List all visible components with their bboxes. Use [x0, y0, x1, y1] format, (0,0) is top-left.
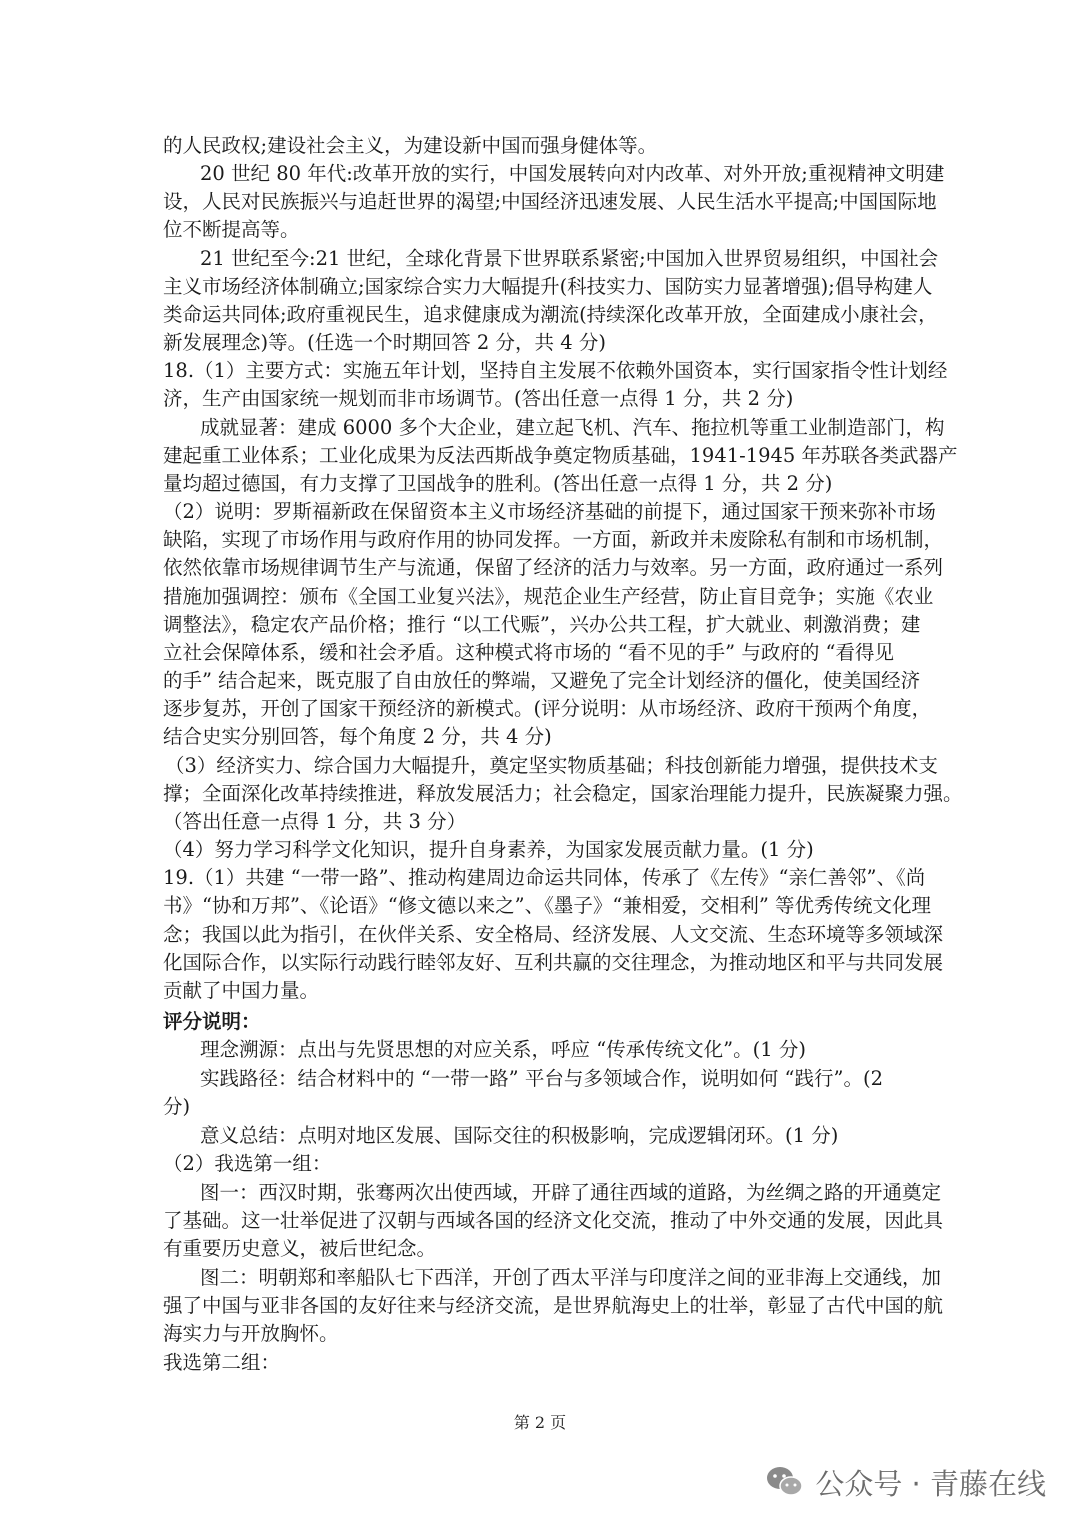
text-line: 主义市场经济体制确立;国家综合实力大幅提升(科技实力、国防实力显著增强);倡导构建人 — [163, 275, 933, 298]
text-line: （3）经济实力、综合国力大幅提升，奠定坚实物质基础；科技创新能力增强，提供技术支 — [165, 754, 938, 777]
text-line: 缺陷，实现了市场作用与政府作用的协同发挥。一方面，新政并未废除私有制和市场机制， — [163, 528, 944, 551]
text-line: （4）努力学习科学文化知识，提升自身素养，为国家发展贡献力量。(1 分) — [163, 838, 814, 861]
text-line: 意义总结：点明对地区发展、国际交往的积极影响，完成逻辑闭环。(1 分) — [200, 1124, 839, 1147]
text-line: 措施加强调控：颁布《全国工业复兴法》，规范企业生产经营，防止盲目竞争；实施《农业 — [163, 585, 934, 608]
text-line: 的手” 结合起来，既克服了自由放任的弊端，又避免了完全计划经济的僵化，使美国经济 — [163, 669, 921, 692]
text-line: 的人民政权;建设社会主义，为建设新中国而强身健体等。 — [163, 134, 658, 157]
text-line: 念；我国以此为指引，在伙伴关系、安全格局、经济发展、人文交流、生态环境等多领域深 — [163, 923, 944, 946]
page-number: 第 2 页 — [513, 1413, 567, 1432]
text-line: 位不断提高等。 — [163, 218, 300, 241]
text-line: 实践路径：结合材料中的 “一带一路” 平台与多领域合作，说明如何 “践行”。(2 — [200, 1067, 883, 1090]
text-line: 成就显著：建成 6000 多个大企业，建立起飞机、汽车、拖拉机等重工业制造部门，构 — [200, 416, 945, 439]
text-line: 我选第二组： — [163, 1351, 281, 1374]
text-line: 分) — [163, 1095, 191, 1118]
text-line: 设，人民对民族振兴与追赶世界的渴望;中国经济迅速发展、人民生活水平提高;中国国际地 — [163, 190, 937, 213]
text-line: 新发展理念)等。(任选一个时期回答 2 分，共 4 分) — [163, 331, 606, 354]
text-line: （2）我选第一组： — [163, 1152, 332, 1175]
watermark — [765, 1462, 1046, 1502]
text-line: 撑；全面深化改革持续推进，释放发展活力；社会稳定，国家治理能力提升，民族凝聚力强。 — [163, 782, 963, 805]
text-line: 书》“协和万邦”、《论语》“修文德以来之”、《墨子》“兼相爱，交相利” 等优秀传统文化理 — [163, 894, 932, 917]
text-line: 21 世纪至今:21 世纪，全球化背景下世界联系紧密;中国加入世界贸易组织，中国社会 — [200, 247, 939, 270]
text-line: 立社会保障体系，缓和社会矛盾。这种模式将市场的 “看不见的手” 与政府的 “看得见 — [163, 641, 895, 664]
text-line: 建起重工业体系；工业化成果为反法西斯战争奠定物质基础，1941-1945 年苏联各类武器产 — [163, 444, 958, 467]
text-line: 海实力与开放胸怀。 — [163, 1322, 339, 1345]
section-heading: 评分说明： — [163, 1010, 261, 1033]
text-line: 化国际合作，以实际行动践行睦邻友好、互利共赢的交往理念，为推动地区和平与共同发展 — [163, 951, 944, 974]
text-line: 结合史实分别回答，每个角度 2 分，共 4 分) — [163, 725, 552, 748]
text-line: 理念溯源：点出与先贤思想的对应关系，呼应 “传承传统文化”。(1 分) — [200, 1038, 806, 1061]
text-line: 图二：明朝郑和率船队七下西洋，开创了西太平洋与印度洋之间的亚非海上交通线，加 — [200, 1266, 942, 1289]
text-line: 类命运共同体;政府重视民生，追求健康成为潮流(持续深化改革开放，全面建成小康社会， — [163, 303, 938, 326]
text-line: 强了中国与亚非各国的友好往来与经济交流，是世界航海史上的壮举，彰显了古代中国的航 — [163, 1294, 944, 1317]
text-line: 贡献了中国力量。 — [163, 979, 320, 1002]
watermark-text: 公众号 · 青藤在线 — [815, 1466, 1046, 1501]
text-line: 18.（1）主要方式：实施五年计划，坚持自主发展不依赖外国资本，实行国家指令性计划经 — [163, 359, 948, 382]
text-line: （2）说明：罗斯福新政在保留资本主义市场经济基础的前提下，通过国家干预来弥补市场 — [163, 500, 936, 523]
text-line: 19.（1）共建 “一带一路”、推动构建周边命运共同体，传承了《左传》“亲仁善邻”、《尚 — [163, 866, 926, 889]
wechat-icon — [765, 1464, 805, 1500]
text-line: 了基础。这一壮举促进了汉朝与西域各国的经济文化交流，推动了中外交通的发展，因此具 — [163, 1209, 944, 1232]
text-line: 20 世纪 80 年代:改革开放的实行，中国发展转向对内改革、对外开放;重视精神文明建 — [200, 162, 945, 185]
text-line: 调整法》，稳定农产品价格；推行 “以工代赈”，兴办公共工程，扩大就业、刺激消费；建 — [163, 613, 921, 636]
text-line: （答出任意一点得 1 分，共 3 分） — [163, 810, 467, 833]
text-line: 济，生产由国家统一规划而非市场调节。(答出任意一点得 1 分，共 2 分) — [163, 387, 794, 410]
text-line: 逐步复苏，开创了国家干预经济的新模式。(评分说明：从市场经济、政府干预两个角度， — [163, 697, 932, 720]
text-line: 有重要历史意义，被后世纪念。 — [163, 1237, 437, 1260]
text-line: 量均超过德国，有力支撑了卫国战争的胜利。(答出任意一点得 1 分，共 2 分) — [163, 472, 833, 495]
text-line: 依然依靠市场规律调节生产与流通，保留了经济的活力与效率。另一方面，政府通过一系列 — [163, 556, 944, 579]
text-line: 图一：西汉时期，张骞两次出使西域，开辟了通往西域的道路，为丝绸之路的开通奠定 — [200, 1181, 942, 1204]
